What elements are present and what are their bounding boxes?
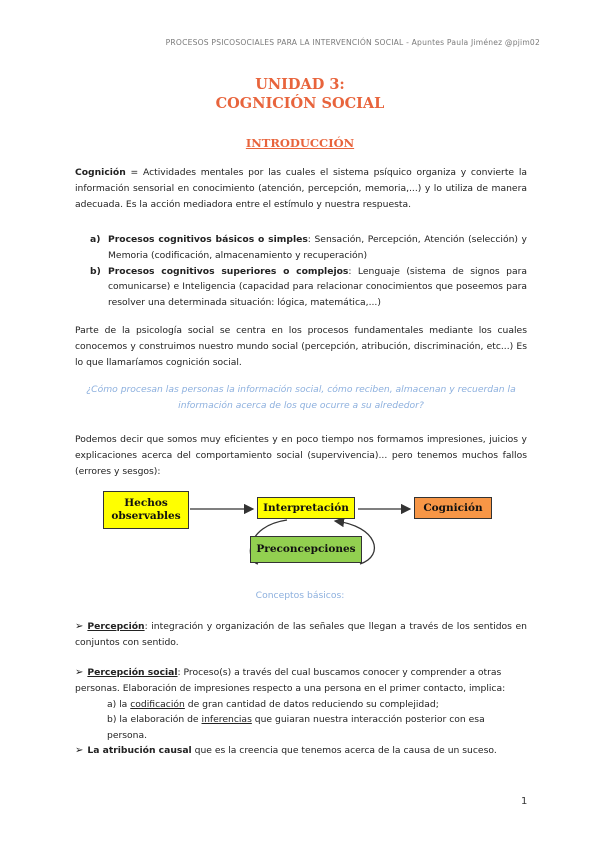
process-term: Procesos cognitivos superiores o complejos xyxy=(108,265,349,277)
guiding-question: ¿Cómo procesan las personas la información social, cómo reciben, almacenan y recuerdan la información acerca de los que ocurre a su alrededor? xyxy=(86,384,516,411)
concepts-heading: Conceptos básicos: xyxy=(255,590,345,601)
process-text: : Sensación, Percepción, Atención (selección) y Memoria (codificación, almacenamiento y recuperación) xyxy=(108,234,527,261)
preconceptions-box: Preconcepciones xyxy=(250,536,362,563)
inferences-term: inferencias xyxy=(201,714,252,726)
attribution-term: La atribución causal xyxy=(87,745,192,756)
process-term: Procesos cognitivos básicos o simples xyxy=(108,234,308,245)
arrow-bullet-icon: ➢ xyxy=(75,667,84,678)
unit-title: UNIDAD 3: xyxy=(255,76,345,93)
list-marker: a) xyxy=(90,234,101,245)
page-number: 1 xyxy=(521,796,528,807)
interpretation-box: Interpretación xyxy=(257,497,355,519)
cognition-term: Cognición xyxy=(75,167,126,178)
sub-a-prefix: a) la xyxy=(107,698,131,710)
cognition-box: Cognición xyxy=(414,497,492,519)
sub-item-b xyxy=(75,712,527,744)
sub-b-prefix: b) la elaboración de xyxy=(107,714,202,726)
attribution-text: que es la creencia que tenemos acerca de la causa de un suceso. xyxy=(191,745,497,756)
arrow-bullet-icon: ➢ xyxy=(75,621,84,632)
codification-term: codificación xyxy=(130,698,185,710)
perception-text: : integración y organización de las señales que llegan a través de los sentidos en conjuntos con sentido. xyxy=(75,621,527,648)
sub-a-text: de gran cantidad de datos reduciendo su complejidad; xyxy=(184,698,439,710)
perception-item xyxy=(75,619,527,651)
unit-subtitle: COGNICIÓN SOCIAL xyxy=(215,95,385,112)
section-heading: INTRODUCCIÓN xyxy=(245,136,355,150)
list-marker: b) xyxy=(90,265,101,277)
sub-item-a xyxy=(75,697,527,713)
social-perception-text: : Proceso(s) a través del cual buscamos conocer y comprender a otras personas. Elaboración de impresiones respecto a una persona en el primer contacto, implica: xyxy=(75,667,506,694)
social-perception-term: Percepción social xyxy=(87,667,178,678)
arrow-bullet-icon: ➢ xyxy=(75,745,84,756)
perception-term: Percepción xyxy=(87,621,145,632)
page-header: PROCESOS PSICOSOCIALES PARA LA INTERVENCIÓN SOCIAL - Apuntes Paula Jiménez @pjim02 xyxy=(165,38,540,47)
social-perception-item xyxy=(75,665,527,744)
process-text: : Lenguaje (sistema de signos para comunicarse) e Inteligencia (capacidad para relacionar conocimientos que poseemos para resolver una determinada situación: lógica, matemática,...) xyxy=(108,265,528,309)
attribution-item xyxy=(75,743,527,759)
social-cognition-paragraph: Parte de la psicología social se centra en los procesos fundamentales mediante los cuales conocemos y construimos nuestro mundo social (percepción, atribución, discriminación, etc...) Es lo que llamaríamos cognición social. xyxy=(75,325,527,368)
cognition-text: = Actividades mentales por las cuales el sistema psíquico organiza y convierte la información sensorial en conocimiento (atención, percepción, memoria,...) y lo utiliza de manera adecuada. Es la acción mediadora entre el estímulo y nuestra respuesta. xyxy=(75,167,527,210)
efficiency-paragraph: Podemos decir que somos muy eficientes y en poco tiempo nos formamos impresiones, juicios y explicaciones acerca del comportamiento social (supervivencia)... pero tenemos muchos fallos (errores y sesgos): xyxy=(75,434,527,477)
facts-box: Hechos observables xyxy=(103,491,189,529)
sub-b-text: que guiaran nuestra interacción posterior con esa persona. xyxy=(107,714,485,742)
